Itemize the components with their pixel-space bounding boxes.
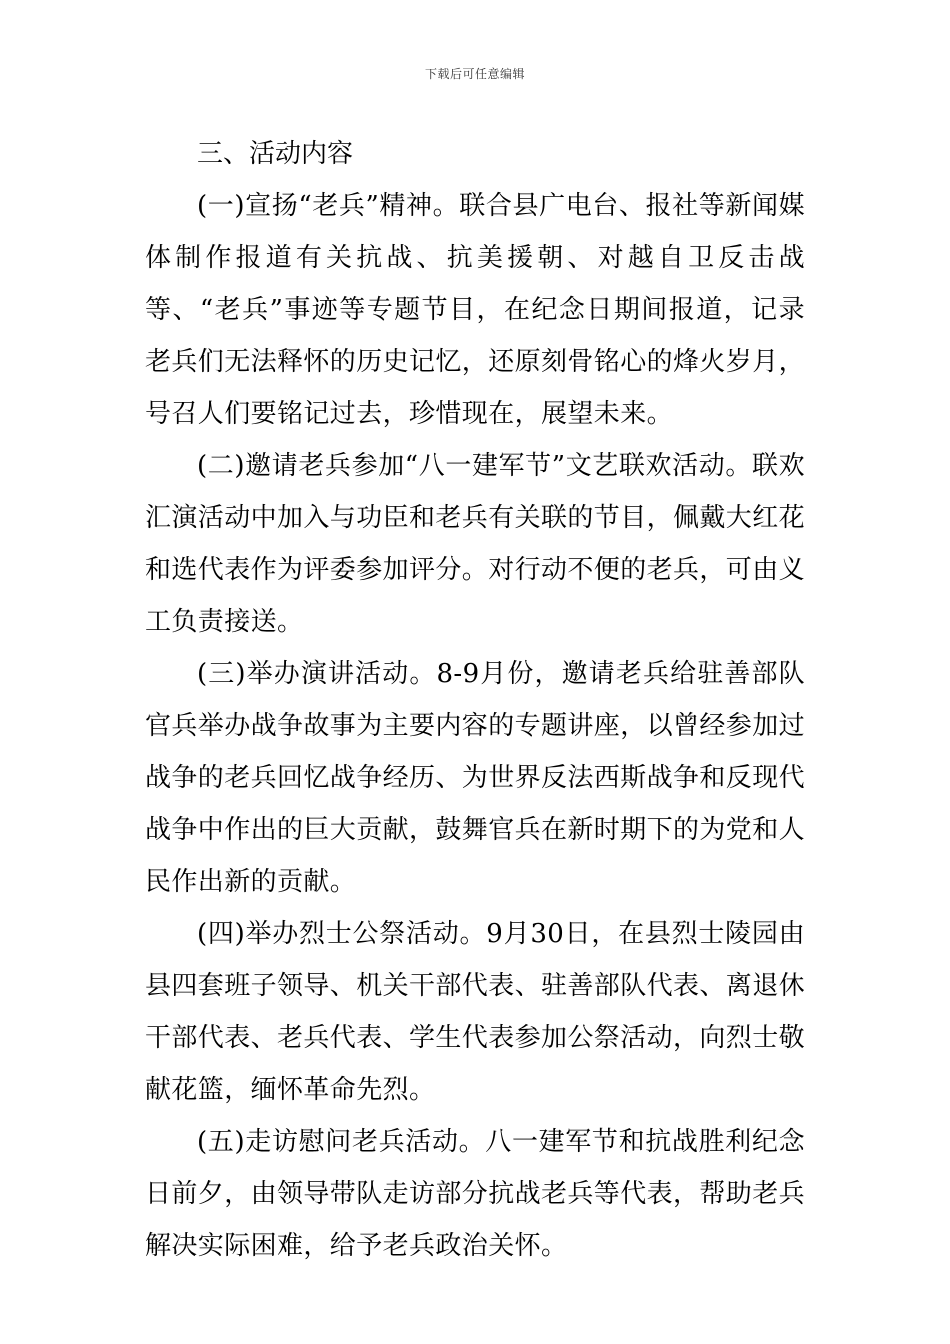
- paragraph-1: (一)宣扬“老兵”精神。联合县广电台、报社等新闻媒体制作报道有关抗战、抗美援朝、对越自卫反击战等、“老兵”事迹等专题节目，在纪念日期间报道，记录老兵们无法释怀的历史记忆，还原刻骨铭心的烽火岁月，号召人们要铭记过去，珍惜现在，展望未来。: [145, 191, 806, 429]
- paragraph-3: (三)举办演讲活动。8-9月份，邀请老兵给驻善部队官兵举办战争故事为主要内容的专题讲座，以曾经参加过战争的老兵回忆战争经历、为世界反法西斯战争和反现代战争中作出的巨大贡献，鼓舞官兵在新时期下的为党和人民作出新的贡献。: [145, 659, 806, 897]
- paragraph-4: (四)举办烈士公祭活动。9月30日，在县烈士陵园由县四套班子领导、机关干部代表、驻善部队代表、离退休干部代表、老兵代表、学生代表参加公祭活动，向烈士敬献花篮，缅怀革命先烈。: [145, 919, 806, 1105]
- page-header-note: 下载后可任意编辑: [424, 67, 525, 81]
- paragraph-5: (五)走访慰问老兵活动。八一建军节和抗战胜利纪念日前夕，由领导带队走访部分抗战老兵等代表，帮助老兵解决实际困难，给予老兵政治关怀。: [145, 1127, 806, 1261]
- paragraph-2: (二)邀请老兵参加“八一建军节”文艺联欢活动。联欢汇演活动中加入与功臣和老兵有关联的节目，佩戴大红花和选代表作为评委参加评分。对行动不便的老兵，可由义工负责接送。: [145, 451, 806, 637]
- document-body: [145, 128, 805, 1272]
- section-heading: 三、活动内容: [197, 139, 354, 169]
